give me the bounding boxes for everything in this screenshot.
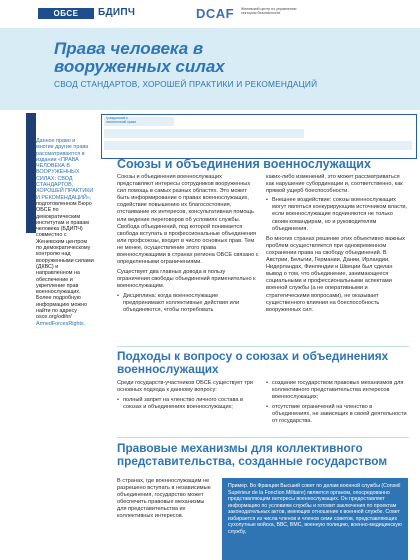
bullet-item: • Дисциплина: когда военнослужащие предпринимают коллективные действия или объединяются, чтобы потребовать xyxy=(117,293,259,314)
sidebar-lead: Данное право и многие другие права рассматриваются в издании «ПРАВА ЧЕЛОВЕКА В ВООРУЖЕННЫХ СИЛАХ: СВОД СТАНДАРТОВ, ХОРОШЕЙ ПРАКТИКИ И РЕКОМЕНДАЦИЙ», xyxy=(36,138,94,201)
title-line-1: Правовые механизмы для коллективного xyxy=(117,441,363,455)
section-divider xyxy=(117,346,409,347)
section-title-approaches xyxy=(117,350,388,376)
example-text: Пример. Во Франции Высший совет по делам военной службы (Conseil Supérieur de la Fonction Militaire) является органом, опосредованно представляющим интересы военнослужащих. Он предоставляет информацию по условиям службы и готовит заключения по проектам законодательных актов, имеющих отношение к военной службе. Совет избирается из числа членов и членов семи советов, представляющих сухопутные войска, ВВС, ВМС, военную полицию, военно-медицинскую службу, xyxy=(228,483,402,535)
title-line-2: вооруженных силах xyxy=(54,57,225,76)
title-line-1: Подходы к вопросу о союзах и объединениях xyxy=(117,349,389,363)
paragraph: Во многих странах решение этих объективно важных проблем осуществляется при одновременном сохранении права на свободу объединений. В Австрии, Бельгии, Германии, Дании, Ирландии, Нидерландах, Финляндии и Швеции был сделан вывод о том, что объединение, занимающееся социальными и профессиональными аспектами военной службы (а не оперативными и стратегическими вопросами), не оказывает существенного влияния на боеспособность вооруженных сил. xyxy=(266,235,405,313)
dcaf-subtitle: Женевский центр по управлению сектором безопасности xyxy=(241,7,297,16)
paragraph: Существует два главных довода в пользу ограничения свободы объединений применительно к военнослужащим. xyxy=(117,269,256,290)
dcaf-logo: DCAF xyxy=(196,6,235,21)
title-line-2: военнослужащих xyxy=(117,362,219,376)
odihr-logo: БДИПЧ xyxy=(98,7,136,18)
section-approaches-col1 xyxy=(117,380,257,411)
section-unions-col2 xyxy=(266,174,409,314)
title-line-2: представительства, созданные государством xyxy=(117,454,388,468)
page-title xyxy=(54,40,225,76)
sidebar-body: подготовленном Бюро ОБСЕ по демократическим институтам и правам человека (БДИПЧ) совместно с Женевским центром по демократическому контролю над вооруженными силами (ДКВС) и направленном на обеспечение и укрепление прав военнослужащих. Более подробную информацию можно найти по адресу osce.org/odihr/ xyxy=(36,200,94,321)
bullet-item: • отсутствие ограничений на членство в объединениях, не зависящих в своей деятельности от государства. xyxy=(266,404,409,425)
paragraph: В странах, где военнослужащим не разрешено вступать в независимые объединения, государство может обеспечить правовые механизмы для представительства их коллективных интересов. xyxy=(117,478,211,520)
paragraph: каких-либо изменений, это может рассматриваться как нарушение субординации и, соответственно, как прямой ущерб боеспособности. xyxy=(266,174,403,195)
osce-logo: ОБСЕ xyxy=(38,8,94,19)
section-title-unions: Союзы и объединения военнослужащих xyxy=(117,157,371,171)
section-approaches-col2 xyxy=(266,380,409,426)
section-title-legal-mechanisms xyxy=(117,442,387,468)
bullet-item: • Внешнее воздействие: союзы военнослужащих могут являться конкурирующим источником власти, если военнослужащие подчиняются не только своим командирам, но и руководителям объединения. xyxy=(266,197,409,232)
logo-bar xyxy=(0,0,420,28)
section-divider xyxy=(117,437,409,438)
sidebar-link[interactable]: ArmedForcesRights. xyxy=(36,320,86,327)
diagram-row xyxy=(104,129,304,138)
bullet-item: • полный запрет на членство личного состава в союзах и объединениях военнослужащих; xyxy=(117,397,257,411)
diagram-row xyxy=(104,141,412,150)
bullet-item: • создание государством правовых механизмов для коллективного представительства интересов военнослужащих; xyxy=(266,380,409,401)
paragraph: Среди государств-участников ОБСЕ существует три основных подхода к данному вопросу: xyxy=(117,380,254,394)
section-legal-col1 xyxy=(117,478,215,521)
paragraph: Союзы и объединения военнослужащих представляют интересы сотрудников вооруженных сил помощь в самых разных областях. Это может быть информирование о правах военнослужащих, содействие повышению их благосостояния, отстаивание их интересов, консультативная помощь или ведение переговоров об условиях службы. Свобода объединений, под которой понимается свобода вступать в профессиональные объединения или профсоюзы, входит в число основных прав. Тем не менее, осуществление этого права военнослужащими в странах региона ОБСЕ связано с определенными ограничениями. xyxy=(117,174,259,266)
title-line-1: Права человека в xyxy=(54,39,204,58)
page-subtitle: СВОД СТАНДАРТОВ, ХОРОШЕЙ ПРАКТИКИ И РЕКОМЕНДАЦИЙ xyxy=(54,79,318,89)
sidebar-accent-bar xyxy=(26,113,36,233)
diagram-label: Гражданский и политический права xyxy=(106,116,136,124)
rights-diagram xyxy=(101,114,417,159)
section-unions-col1 xyxy=(117,174,259,314)
sidebar-note xyxy=(36,138,94,327)
